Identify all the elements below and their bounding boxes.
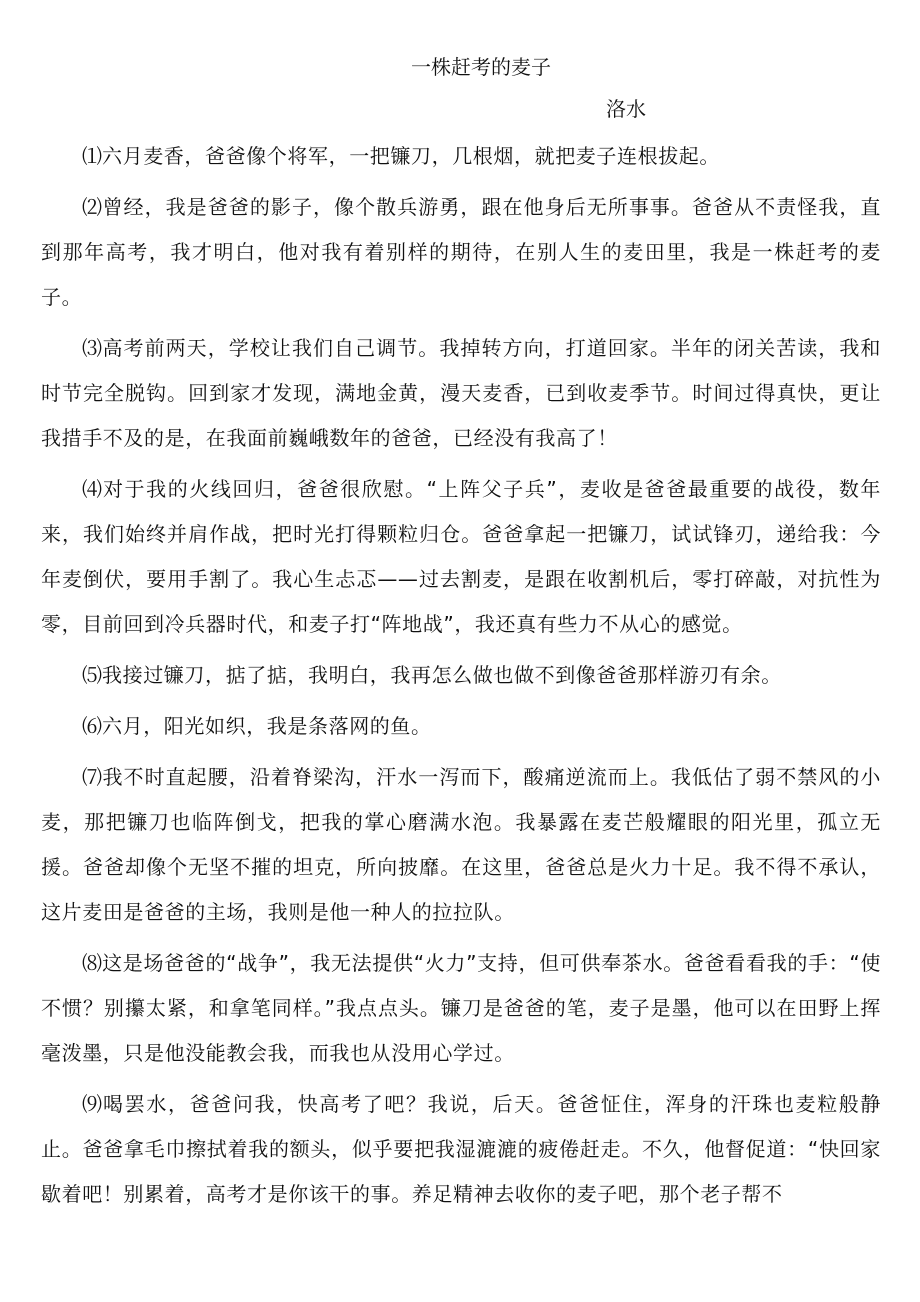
paragraph-1 [41,134,881,179]
document-title: 一株赶考的麦子 [411,55,551,79]
paragraph-number: ⑷ [82,477,103,501]
paragraph-text: 高考前两天，学校让我们自己调节。我掉转方向，打道回家。半年的闭关苦读，我和时节完全脱钩。回到家才发现，满地金黄，漫天麦香，已到收麦季节。时间过得真快，更让我措手不及的是，在我面前巍峨数年的爸爸，已经没有我高了！ [41,336,882,450]
paragraph-number: ⑶ [82,336,103,360]
paragraph-text: 对于我的火线回归，爸爸很欣慰。“上阵父子兵”，麦收是爸爸最重要的战役，数年来，我们始终并肩作战，把时光打得颗粒归仓。爸爸拿起一把镰刀，试试锋刃，递给我：今年麦倒伏，要用手割了。我心生忐忑——过去割麦，是跟在收割机后，零打碎敲，对抗性为零，目前回到冷兵器时代，和麦子打“阵地战”，我还真有些力不从心的感觉。 [41,477,882,636]
paragraph-9 [41,1082,881,1217]
paragraph-text: 喝罢水，爸爸问我，快高考了吧？我说，后天。爸爸怔住，浑身的汗珠也麦粒般静止。爸爸拿毛巾擦拭着我的额头，似乎要把我湿漉漉的疲倦赶走。不久，他督促道：“快回家歇着吧！别累着，高考才是你该干的事。养足精神去收你的麦子吧，那个老子帮不 [41,1092,881,1206]
paragraph-number: ⑹ [82,714,102,738]
paragraph-number: ⑸ [82,663,102,687]
paragraph-number: ⑼ [82,1092,104,1116]
paragraph-text: 这是场爸爸的“战争”，我无法提供“火力”支持，但可供奉茶水。爸爸看看我的手：“使不惯？别攥太紧，和拿笔同样。”我点点头。镰刀是爸爸的笔，麦子是墨，他可以在田野上挥毫泼墨，只是他没能教会我，而我也从没用心学过。 [41,951,882,1065]
paragraph-text: 曾经，我是爸爸的影子，像个散兵游勇，跟在他身后无所事事。爸爸从不责怪我，直到那年高考，我才明白，他对我有着别样的期待，在别人生的麦田里，我是一株赶考的麦子。 [41,195,882,309]
paragraph-text: 六月麦香，爸爸像个将军，一把镰刀，几根烟，就把麦子连根拔起。 [102,144,720,168]
paragraph-8 [41,941,881,1076]
paragraph-5 [41,653,881,698]
paragraph-6 [41,704,881,749]
document-page [41,52,881,1223]
paragraph-4 [41,467,881,647]
paragraph-number: ⑺ [82,765,103,789]
author-name: 洛水 [606,97,646,121]
paragraph-text: 六月，阳光如织，我是条落网的鱼。 [102,714,432,738]
paragraph-number: ⑴ [82,144,102,168]
paragraph-number: ⑻ [82,951,103,975]
paragraph-3 [41,326,881,461]
paragraph-7 [41,755,881,935]
paragraph-number: ⑵ [82,195,103,219]
paragraph-2 [41,185,881,320]
paragraph-text: 我不时直起腰，沿着脊梁沟，汗水一泻而下，酸痛逆流而上。我低估了弱不禁风的小麦，那把镰刀也临阵倒戈，把我的掌心磨满水泡。我暴露在麦芒般耀眼的阳光里，孤立无援。爸爸却像个无坚不摧的坦克，所向披靡。在这里，爸爸总是火力十足。我不得不承认，这片麦田是爸爸的主场，我则是他一种人的拉拉队。 [41,765,882,924]
paragraph-text: 我接过镰刀，掂了掂，我明白，我再怎么做也做不到像爸爸那样游刃有余。 [102,663,782,687]
